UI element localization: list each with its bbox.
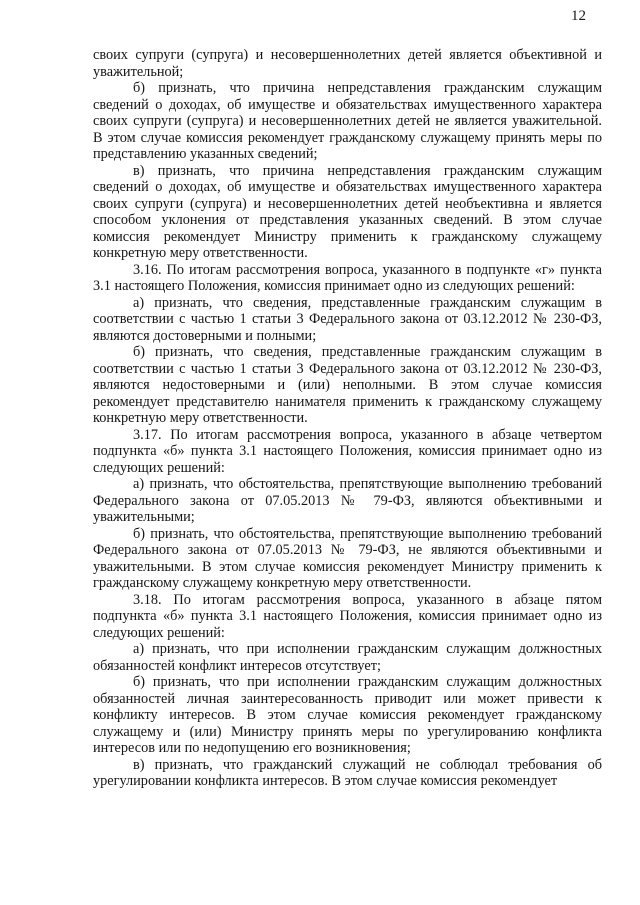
paragraph-3-16-b: б) признать, что сведения, представленные гражданским служащим в соответствии с частью 1 статьи 3 Федерального закона от 03.12.2012 № 230-ФЗ, являются недостоверными и (или) неполными. В этом случае комиссия рекомендует представителю нанимателя применить к гражданскому служащему конкретную меру ответственности. xyxy=(93,344,602,426)
paragraph-3-17: 3.17. По итогам рассмотрения вопроса, указанного в абзаце четвертом подпункта «б» пункта 3.1 настоящего Положения, комиссия принимает одно из следующих решений: xyxy=(93,426,602,476)
paragraph-3-18-a: а) признать, что при исполнении гражданским служащим должностных обязанностей конфликт интересов отсутствует; xyxy=(93,641,602,674)
paragraph-3-17-a: а) признать, что обстоятельства, препятствующие выполнению требований Федерального закона от 07.05.2013 № 79-ФЗ, являются объективными и уважительными; xyxy=(93,476,602,525)
paragraph-3-16: 3.16. По итогам рассмотрения вопроса, указанного в подпункте «г» пункта 3.1 настоящего Положения, комиссия принимает одно из следующих решений: xyxy=(93,261,602,294)
paragraph-3-17-b: б) признать, что обстоятельства, препятствующие выполнению требований Федерального закона от 07.05.2013 № 79-ФЗ, не являются объективными и уважительными. В этом случае комиссия рекомендует Министру применить к гражданскому служащему конкретную меру ответственности. xyxy=(93,525,602,591)
paragraph-item-b: б) признать, что причина непредставления гражданским служащим сведений о доходах, об имуществе и обязательствах имущественного характера своих супруги (супруга) и несовершеннолетних детей не является уважительной. В этом случае комиссия рекомендует гражданскому служащему принять меры по представлению указанных сведений; xyxy=(93,80,602,162)
paragraph-3-18-v: в) признать, что гражданский служащий не соблюдал требования об урегулировании конфликта интересов. В этом случае комиссия рекомендует xyxy=(93,756,602,789)
page-number: 12 xyxy=(571,8,586,24)
paragraph-continuation: своих супруги (супруга) и несовершеннолетних детей является объективной и уважительной; xyxy=(93,47,602,80)
paragraph-3-18: 3.18. По итогам рассмотрения вопроса, указанного в абзаце пятом подпункта «б» пункта 3.1 настоящего Положения, комиссия принимает одно из следующих решений: xyxy=(93,591,602,641)
paragraph-item-v: в) признать, что причина непредставления гражданским служащим сведений о доходах, об имуществе и обязательствах имущественного характера своих супруги (супруга) и несовершеннолетних детей необъективна и является способом уклонения от представления указанных сведений. В этом случае комиссия рекомендует Министру применить к гражданскому служащему конкретную меру ответственности. xyxy=(93,162,602,261)
document-body xyxy=(93,47,602,790)
paragraph-3-16-a: а) признать, что сведения, представленные гражданским служащим в соответствии с частью 1 статьи 3 Федерального закона от 03.12.2012 № 230-ФЗ, являются достоверными и полными; xyxy=(93,294,602,344)
paragraph-3-18-b: б) признать, что при исполнении гражданским служащим должностных обязанностей личная заинтересованность приводит или может привести к конфликту интересов. В этом случае комиссия рекомендует гражданскому служащему и (или) Министру принять меры по урегулированию конфликта интересов или по недопущению его возникновения; xyxy=(93,674,602,756)
